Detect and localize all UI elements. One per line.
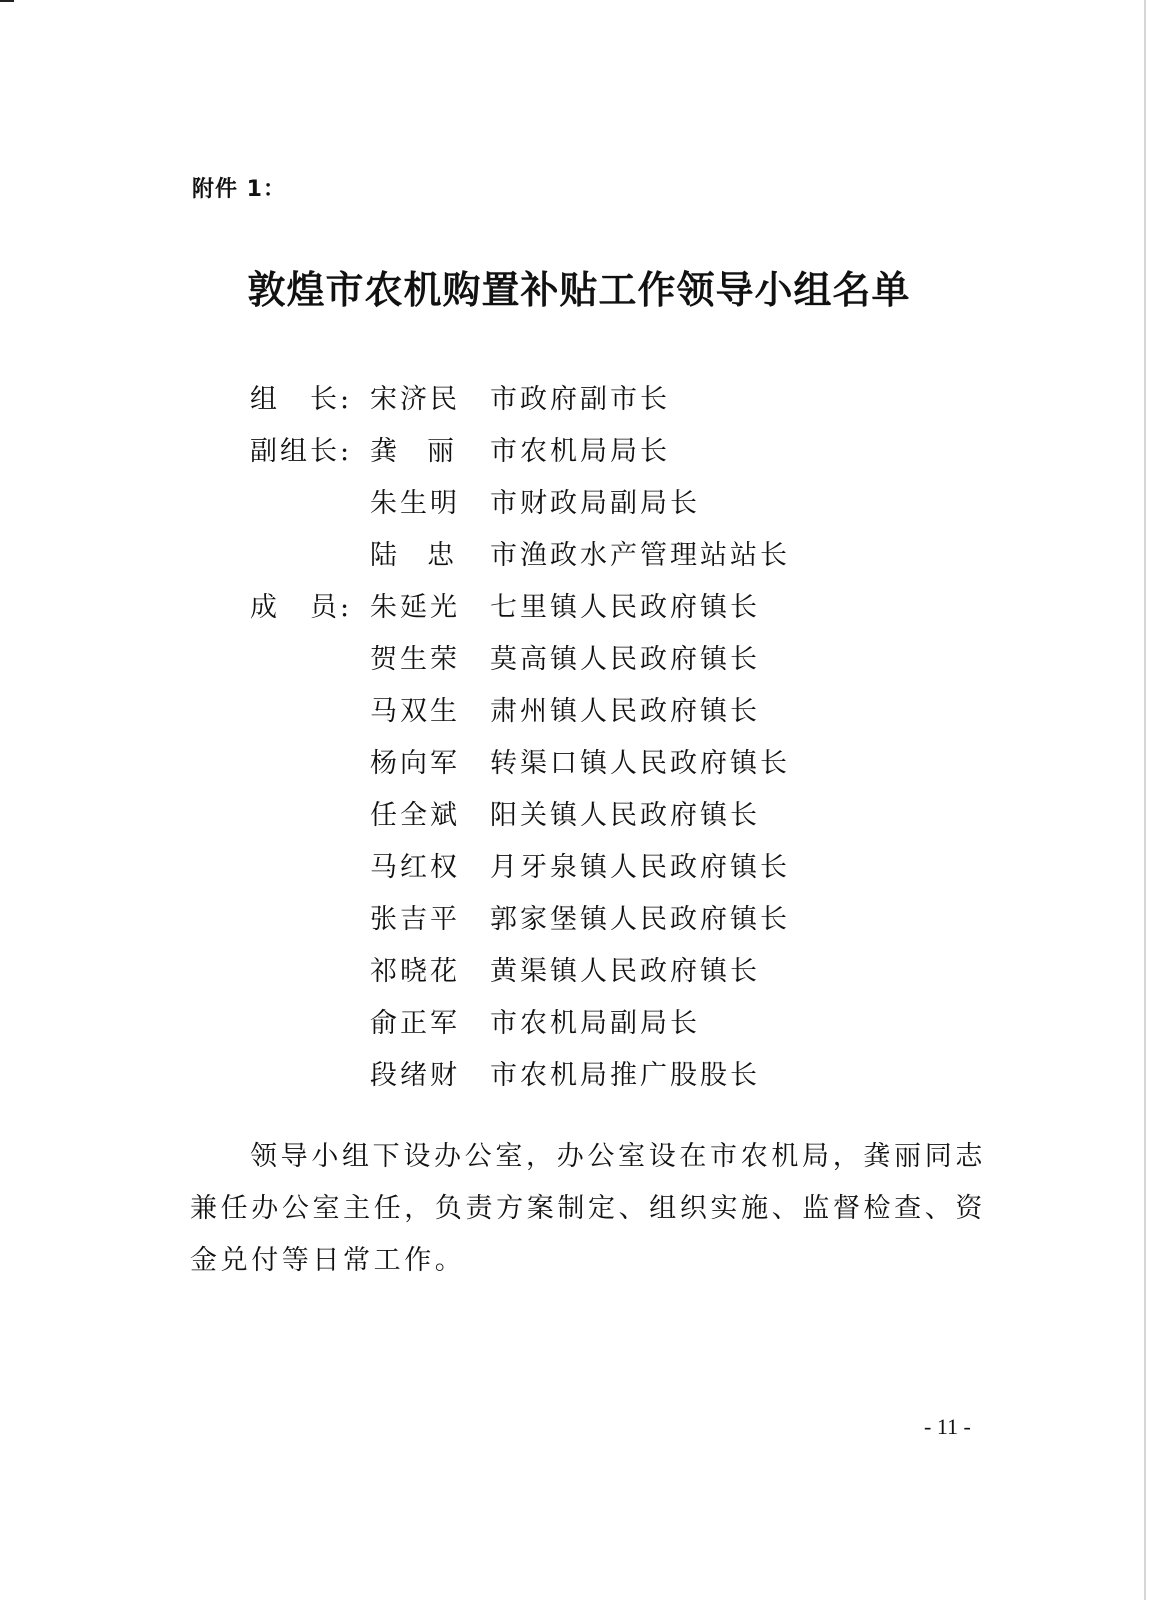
role-label: 成 员: [250,592,353,623]
member-title: 莫高镇人民政府镇长 [490,644,760,675]
roster-row [0,738,1158,790]
roster-row [0,374,1158,426]
member-title: 市政府副市长 [490,384,670,415]
member-name: 祁晓花 [370,956,460,987]
roster-row [0,530,1158,582]
roster-row [0,582,1158,634]
member-title: 市农机局副局长 [490,1008,700,1039]
member-name: 朱生明 [370,488,460,519]
roster-row [0,634,1158,686]
member-name: 马红权 [370,852,460,883]
attachment-label: 附件 1： [192,177,286,202]
member-title: 黄渠镇人民政府镇长 [490,956,760,987]
roster-row [0,426,1158,478]
member-name: 宋济民 [370,384,460,415]
member-name: 杨向军 [370,748,460,779]
member-title: 月牙泉镇人民政府镇长 [490,852,790,883]
office-note-paragraph: 领导小组下设办公室，办公室设在市农机局，龚丽同志兼任办公室主任，负责方案制定、组织实施、监督检查、资金兑付等日常工作。 [190,1141,986,1276]
roster-row [0,790,1158,842]
member-title: 转渠口镇人民政府镇长 [490,748,790,779]
member-name: 龚丽 [370,436,484,467]
member-name: 段绪财 [370,1060,460,1091]
member-title: 市农机局推广股股长 [490,1060,760,1091]
member-name: 任全斌 [370,800,460,831]
member-name: 马双生 [370,696,460,727]
member-title: 阳关镇人民政府镇长 [490,800,760,831]
member-name: 朱延光 [370,592,460,623]
member-title: 肃州镇人民政府镇长 [490,696,760,727]
page-number: - 11 - [924,1414,971,1439]
roster-row [0,686,1158,738]
member-name: 俞正军 [370,1008,460,1039]
member-title: 市渔政水产管理站站长 [490,540,790,571]
member-title: 市财政局副局长 [490,488,700,519]
roster-row [0,998,1158,1050]
member-name: 陆忠 [370,540,484,571]
member-title: 郭家堡镇人民政府镇长 [490,904,790,935]
roster-row [0,946,1158,998]
member-title: 七里镇人民政府镇长 [490,592,760,623]
scan-edge-mark [0,0,14,2]
role-label: 组 长: [250,384,353,415]
member-name: 张吉平 [370,904,460,935]
member-name: 贺生荣 [370,644,460,675]
roster-row [0,894,1158,946]
document-title: 敦煌市农机购置补贴工作领导小组名单 [247,267,911,312]
roster-row [0,842,1158,894]
roster-row [0,1050,1158,1102]
member-title: 市农机局局长 [490,436,670,467]
member-roster [0,374,1158,1102]
roster-row [0,478,1158,530]
role-label: 副组长: [250,436,353,467]
